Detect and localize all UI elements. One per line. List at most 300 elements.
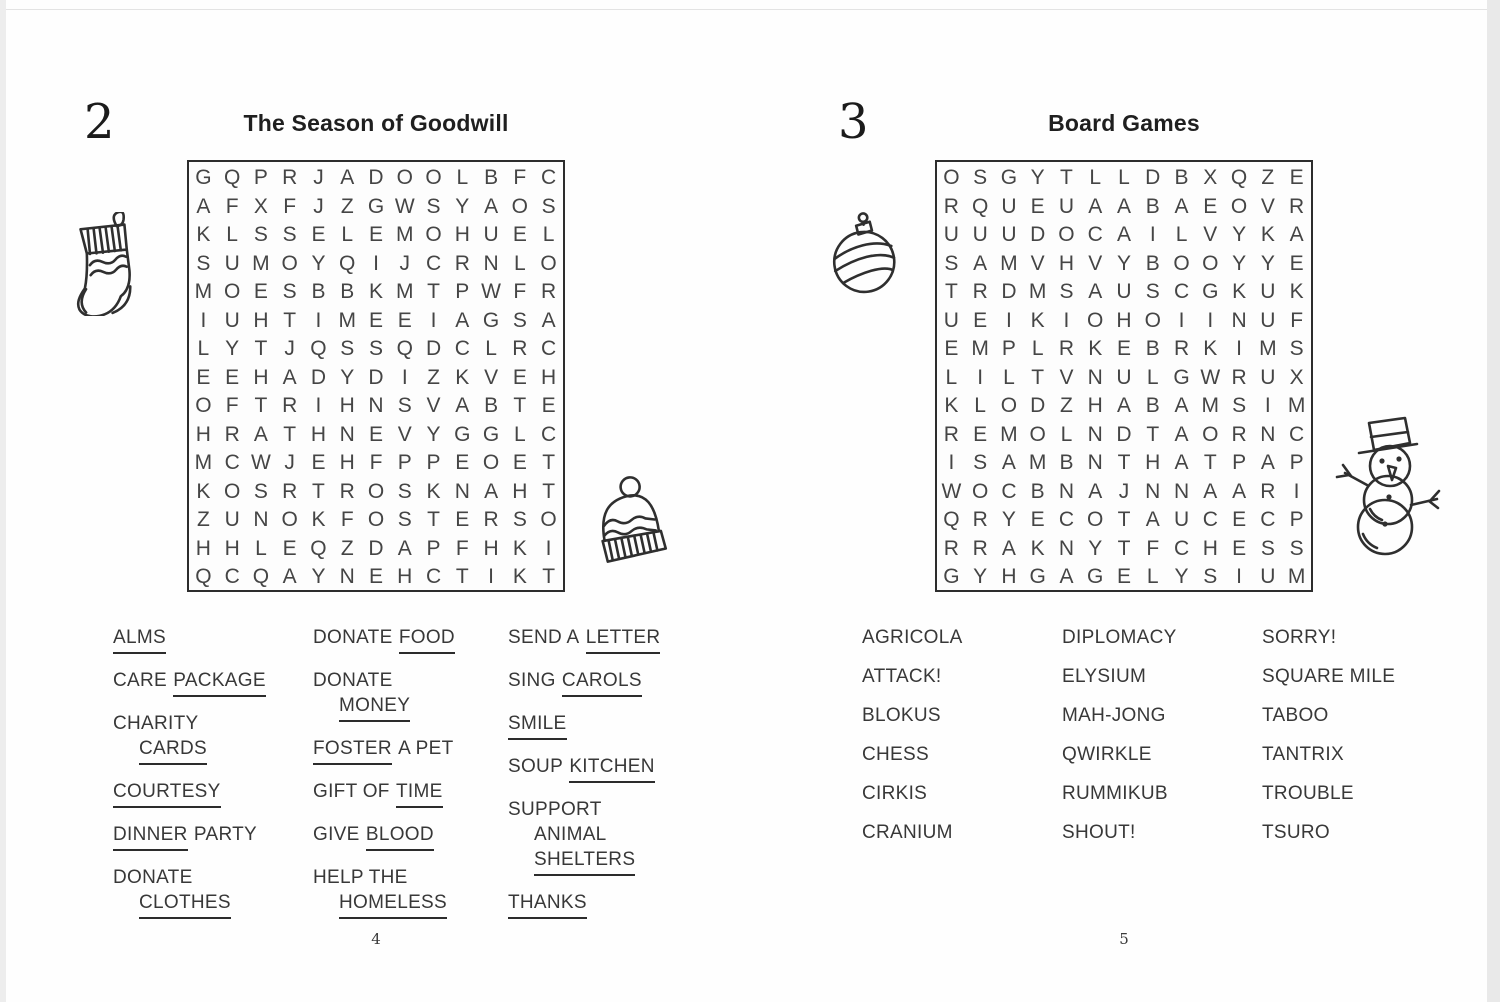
grid-letter: M	[1259, 337, 1277, 361]
word-entry	[1262, 781, 1395, 806]
word-list-column	[1062, 625, 1177, 859]
word-segment-underlined: FOSTER	[313, 736, 392, 765]
grid-letter: G	[482, 308, 500, 332]
grid-letter: G	[482, 422, 500, 446]
grid-letter: I	[430, 308, 437, 332]
grid-letter: H	[1116, 308, 1132, 332]
grid-letter: O	[396, 166, 413, 190]
grid-letter: S	[1260, 536, 1275, 560]
grid-letter: A	[1088, 479, 1103, 503]
grid-letter: A	[1174, 194, 1189, 218]
grid-letter: A	[973, 251, 988, 275]
grid-letter: Q	[339, 251, 356, 275]
grid-letter: E	[368, 223, 383, 247]
grid-letter: D	[368, 536, 384, 560]
grid-letter: G	[367, 194, 385, 218]
word-segment: RUMMIKUB	[1062, 783, 1168, 804]
word-entry	[113, 668, 266, 697]
grid-letter: G	[1087, 565, 1104, 589]
grid-letter: E	[282, 536, 297, 560]
word-entry	[113, 779, 266, 808]
grid-letter: L	[1146, 565, 1159, 589]
grid-letter: B	[1174, 166, 1189, 190]
grid-letter: T	[254, 394, 268, 418]
grid-letter: H	[1202, 536, 1218, 560]
grid-letter: E	[1116, 337, 1131, 361]
grid-letter: B	[484, 166, 499, 190]
grid-letter: Y	[1174, 565, 1189, 589]
word-entry	[1062, 625, 1177, 650]
grid-letter: C	[1260, 508, 1276, 532]
grid-letter: E	[253, 280, 268, 304]
grid-letter: A	[1116, 194, 1131, 218]
word-entry	[508, 668, 660, 697]
grid-letter: Q	[310, 337, 327, 361]
grid-letter: U	[1116, 365, 1132, 389]
grid-letter: O	[425, 166, 442, 190]
word-segment-underlined: THANKS	[508, 890, 587, 919]
grid-letter: U	[1173, 508, 1190, 532]
grid-letter: P	[426, 451, 441, 475]
grid-letter: G	[943, 565, 960, 589]
grid-letter: N	[1087, 365, 1103, 389]
grid-letter: F	[283, 194, 297, 218]
grid-letter: F	[513, 166, 527, 190]
grid-letter: E	[455, 451, 470, 475]
grid-letter: S	[1232, 394, 1247, 418]
grid-letter: T	[427, 280, 440, 304]
grid-letter: Z	[196, 508, 210, 532]
grid-letter: S	[512, 308, 527, 332]
grid-letter: I	[488, 565, 494, 589]
grid-letter: E	[1203, 194, 1218, 218]
grid-letter: Y	[1232, 251, 1247, 275]
grid-letter: M	[1000, 251, 1018, 275]
word-list-column	[1262, 625, 1395, 859]
grid-letter: F	[1146, 536, 1160, 560]
grid-letter: R	[1231, 365, 1247, 389]
word-segment: GIFT OF	[313, 781, 390, 802]
grid-letter: T	[254, 337, 268, 361]
word-search-grid	[935, 160, 1313, 592]
page-edge-left	[0, 0, 6, 1002]
word-segment: DIPLOMACY	[1062, 627, 1177, 648]
word-segment: MAH-JONG	[1062, 705, 1166, 726]
word-entry	[862, 703, 963, 728]
grid-letter: L	[1146, 365, 1159, 389]
grid-letter: B	[484, 394, 499, 418]
grid-letter: B	[1145, 337, 1160, 361]
grid-letter: F	[1290, 308, 1304, 332]
grid-letter: R	[512, 337, 528, 361]
grid-letter: I	[977, 365, 984, 389]
grid-letter: L	[1003, 365, 1015, 389]
grid-letter: K	[944, 394, 959, 418]
grid-letter: Y	[311, 565, 326, 589]
grid-letter: D	[1030, 223, 1046, 247]
grid-letter: F	[455, 536, 469, 560]
word-entry	[1062, 781, 1177, 806]
word-entry	[313, 736, 455, 765]
grid-letter: G	[454, 422, 471, 446]
grid-letter: K	[196, 479, 211, 503]
grid-letter: A	[1001, 536, 1016, 560]
grid-letter: M	[1287, 394, 1306, 418]
grid-letter: T	[542, 451, 556, 475]
grid-letter: P	[426, 536, 441, 560]
grid-letter: A	[253, 422, 268, 446]
grid-letter: I	[401, 365, 408, 389]
grid-letter: E	[455, 508, 470, 532]
grid-letter: E	[512, 451, 527, 475]
grid-letter: A	[1260, 451, 1275, 475]
word-entry	[508, 797, 660, 876]
word-entry	[113, 711, 266, 765]
word-entry	[508, 625, 660, 654]
grid-letter: I	[1264, 394, 1271, 418]
grid-letter: A	[1174, 394, 1189, 418]
grid-letter: N	[1058, 536, 1075, 560]
grid-letter: C	[541, 422, 557, 446]
grid-letter: Q	[195, 565, 212, 589]
grid-letter: U	[1058, 194, 1075, 218]
grid-letter: A	[340, 166, 355, 190]
grid-letter: O	[1029, 422, 1046, 446]
grid-letter: E	[1030, 508, 1045, 532]
word-entry	[313, 865, 455, 919]
grid-letter: X	[1203, 166, 1218, 190]
grid-letter: A	[1001, 451, 1016, 475]
word-entry	[862, 820, 963, 845]
grid-letter: M	[338, 308, 356, 332]
grid-letter: Y	[1088, 536, 1103, 560]
grid-letter: J	[284, 451, 295, 475]
word-entry	[508, 711, 660, 740]
grid-letter: L	[341, 223, 354, 247]
word-segment-underlined: MONEY	[339, 693, 410, 722]
grid-letter: Z	[340, 536, 354, 560]
grid-letter: B	[1030, 479, 1045, 503]
grid-letter: R	[1058, 337, 1075, 361]
word-entry	[862, 742, 963, 767]
grid-letter: H	[310, 422, 327, 446]
grid-letter: Y	[973, 565, 988, 589]
grid-letter: C	[1202, 508, 1218, 532]
grid-letter: B	[1145, 194, 1160, 218]
grid-letter: R	[282, 166, 298, 190]
grid-letter: P	[1289, 508, 1304, 532]
grid-letter: U	[1260, 365, 1276, 389]
grid-letter: B	[311, 280, 326, 304]
grid-letter: E	[944, 337, 959, 361]
grid-letter: C	[1087, 223, 1103, 247]
word-entry	[1062, 742, 1177, 767]
grid-letter: E	[1116, 565, 1131, 589]
grid-letter: J	[284, 337, 295, 361]
grid-letter: A	[1116, 223, 1131, 247]
grid-letter: S	[282, 280, 297, 304]
grid-letter: V	[1059, 365, 1074, 389]
grid-letter: U	[1260, 280, 1276, 304]
grid-letter: M	[1028, 280, 1047, 304]
grid-letter: A	[484, 194, 499, 218]
word-segment: ANIMAL	[534, 824, 607, 845]
grid-letter: E	[1289, 166, 1304, 190]
grid-letter: H	[195, 536, 211, 560]
grid-letter: F	[225, 194, 239, 218]
puzzle-title: The Season of Goodwill	[243, 110, 509, 136]
grid-letter: U	[1001, 223, 1017, 247]
word-segment: AGRICOLA	[862, 627, 963, 648]
grid-letter: R	[943, 536, 959, 560]
grid-letter: Y	[1260, 251, 1275, 275]
word-entry	[1262, 820, 1395, 845]
word-segment: TROUBLE	[1262, 783, 1354, 804]
grid-letter: D	[310, 365, 327, 389]
word-entry	[1062, 820, 1177, 845]
grid-letter: A	[1116, 394, 1131, 418]
grid-letter: E	[512, 223, 527, 247]
grid-letter: E	[512, 365, 527, 389]
grid-letter: O	[511, 194, 528, 218]
grid-letter: N	[1173, 479, 1190, 503]
word-segment: CRANIUM	[862, 822, 953, 843]
word-entry	[313, 668, 455, 722]
grid-letter: N	[1087, 451, 1103, 475]
grid-letter: S	[282, 223, 297, 247]
grid-letter: L	[1118, 166, 1130, 190]
word-entry	[508, 754, 660, 783]
grid-letter: K	[368, 280, 383, 304]
grid-letter: V	[397, 422, 412, 446]
grid-letter: T	[1031, 365, 1045, 389]
grid-letter: O	[1087, 308, 1104, 332]
grid-letter: F	[513, 280, 527, 304]
grid-letter: D	[368, 365, 384, 389]
word-segment: TSURO	[1262, 822, 1330, 843]
grid-letter: S	[541, 194, 556, 218]
word-segment-underlined: HOMELESS	[339, 890, 447, 919]
grid-letter: M	[396, 223, 414, 247]
grid-letter: P	[1232, 451, 1247, 475]
grid-letter: R	[943, 194, 959, 218]
grid-letter: L	[226, 223, 238, 247]
grid-letter: R	[282, 394, 298, 418]
grid-letter: A	[1088, 194, 1103, 218]
grid-letter: A	[1059, 565, 1074, 589]
word-list-column	[113, 625, 266, 933]
grid-letter: A	[455, 394, 470, 418]
grid-letter: T	[1060, 166, 1073, 190]
grid-letter: R	[972, 280, 988, 304]
grid-letter: C	[1001, 479, 1017, 503]
stocking-icon	[66, 212, 150, 316]
grid-letter: Y	[1232, 223, 1247, 247]
grid-letter: M	[194, 451, 213, 475]
puzzle-title: Board Games	[1048, 110, 1200, 136]
page-number: 4	[371, 930, 381, 948]
grid-letter: N	[1058, 479, 1075, 503]
grid-letter: G	[1000, 166, 1018, 190]
grid-letter: T	[542, 479, 556, 503]
grid-letter: Y	[225, 337, 240, 361]
word-segment-underlined: CLOTHES	[139, 890, 231, 919]
grid-letter: D	[1001, 280, 1017, 304]
word-list-column	[313, 625, 455, 933]
grid-letter: V	[1203, 223, 1218, 247]
grid-letter: I	[315, 308, 322, 332]
grid-letter: M	[971, 337, 989, 361]
grid-letter: G	[195, 166, 212, 190]
grid-letter: T	[455, 565, 469, 589]
grid-letter: L	[1175, 223, 1188, 247]
grid-letter: U	[1001, 194, 1017, 218]
grid-letter: E	[1289, 251, 1304, 275]
word-segment-underlined: CARDS	[139, 736, 207, 765]
grid-letter: Z	[340, 194, 354, 218]
grid-letter: S	[196, 251, 211, 275]
grid-letter: K	[1232, 280, 1247, 304]
grid-letter: Q	[252, 565, 270, 589]
grid-letter: L	[485, 337, 497, 361]
grid-letter: B	[1059, 451, 1074, 475]
grid-letter: V	[1260, 194, 1275, 218]
word-entry	[313, 625, 455, 654]
grid-letter: M	[1000, 422, 1018, 446]
grid-letter: S	[397, 479, 412, 503]
grid-letter: Q	[943, 508, 960, 532]
word-segment: SEND A	[508, 627, 580, 648]
grid-letter: X	[253, 194, 268, 218]
grid-letter: F	[340, 508, 354, 532]
grid-letter: O	[1000, 394, 1018, 418]
grid-letter: J	[399, 251, 410, 275]
grid-letter: C	[425, 251, 442, 275]
grid-letter: R	[972, 536, 988, 560]
grid-letter: H	[339, 394, 355, 418]
grid-letter: M	[1201, 394, 1220, 418]
grid-letter: S	[340, 337, 355, 361]
grid-letter: U	[943, 308, 959, 332]
grid-letter: D	[1145, 166, 1161, 190]
grid-letter: Q	[1230, 166, 1248, 190]
grid-letter: K	[1030, 536, 1045, 560]
grid-letter: C	[1173, 536, 1190, 560]
grid-letter: J	[1118, 479, 1130, 503]
grid-letter: E	[311, 223, 326, 247]
grid-letter: T	[1117, 508, 1131, 532]
word-segment: CHESS	[862, 744, 929, 765]
grid-letter: Z	[1261, 166, 1275, 190]
grid-letter: Y	[1116, 251, 1131, 275]
word-entry	[313, 822, 455, 851]
grid-letter: Z	[1060, 394, 1073, 418]
word-list-column	[862, 625, 963, 859]
grid-letter: A	[1145, 508, 1160, 532]
grid-letter: O	[1144, 308, 1161, 332]
grid-letter: A	[1203, 479, 1218, 503]
word-segment: DONATE	[313, 670, 393, 691]
word-segment-underlined: BLOOD	[366, 822, 434, 851]
grid-letter: A	[1232, 479, 1247, 503]
grid-letter: A	[1289, 223, 1304, 247]
grid-letter: O	[1202, 251, 1219, 275]
grid-letter: H	[397, 565, 413, 589]
grid-letter: C	[454, 337, 470, 361]
grid-letter: H	[1001, 565, 1017, 589]
grid-letter: S	[1059, 280, 1074, 304]
grid-letter: O	[1058, 223, 1075, 247]
grid-letter: N	[368, 394, 384, 418]
grid-letter: S	[253, 223, 268, 247]
word-segment-underlined: FOOD	[399, 625, 455, 654]
word-segment: ELYSIUM	[1062, 666, 1147, 687]
grid-letter: I	[545, 536, 552, 560]
grid-letter: S	[944, 251, 959, 275]
grid-letter: K	[1260, 223, 1275, 247]
grid-letter: E	[1030, 194, 1045, 218]
puzzle-number: 2	[84, 94, 115, 150]
grid-letter: S	[1289, 536, 1304, 560]
grid-letter: U	[1260, 565, 1276, 589]
grid-letter: E	[1232, 536, 1247, 560]
grid-letter: U	[224, 508, 240, 532]
word-entry	[113, 822, 266, 851]
grid-letter: C	[224, 451, 240, 475]
grid-letter: B	[1145, 251, 1160, 275]
grid-letter: S	[397, 394, 412, 418]
grid-letter: T	[542, 565, 556, 589]
grid-letter: O	[482, 451, 500, 475]
grid-letter: Z	[427, 365, 440, 389]
word-segment: HELP THE	[313, 867, 408, 888]
grid-letter: K	[1289, 280, 1304, 304]
grid-letter: L	[197, 337, 210, 361]
word-segment-underlined: ALMS	[113, 625, 166, 654]
word-entry	[508, 890, 660, 919]
grid-letter: N	[483, 251, 499, 275]
grid-letter: K	[1088, 337, 1103, 361]
grid-letter: Y	[1030, 166, 1045, 190]
grid-letter: V	[484, 365, 499, 389]
word-list-column	[508, 625, 660, 933]
grid-letter: W	[481, 280, 501, 304]
grid-letter: M	[1028, 451, 1047, 475]
grid-letter: I	[1005, 308, 1012, 332]
grid-letter: K	[196, 223, 211, 247]
grid-letter: E	[368, 422, 383, 446]
grid-letter: S	[512, 508, 527, 532]
grid-letter: Y	[426, 422, 441, 446]
grid-letter: A	[1174, 451, 1189, 475]
grid-letter: N	[339, 422, 355, 446]
grid-letter: S	[1203, 565, 1218, 589]
grid-letter: H	[483, 536, 499, 560]
word-entry	[1262, 664, 1395, 689]
grid-letter: Q	[310, 536, 327, 560]
grid-letter: R	[483, 508, 499, 532]
grid-letter: G	[1202, 280, 1219, 304]
grid-letter: L	[974, 394, 986, 418]
word-segment-underlined: SHELTERS	[534, 847, 635, 876]
grid-letter: H	[1058, 251, 1075, 275]
word-entry	[1062, 664, 1177, 689]
grid-letter: L	[542, 223, 555, 247]
grid-letter: D	[368, 166, 384, 190]
word-segment: A PET	[398, 738, 454, 759]
grid-letter: R	[282, 479, 298, 503]
grid-letter: N	[1145, 479, 1161, 503]
